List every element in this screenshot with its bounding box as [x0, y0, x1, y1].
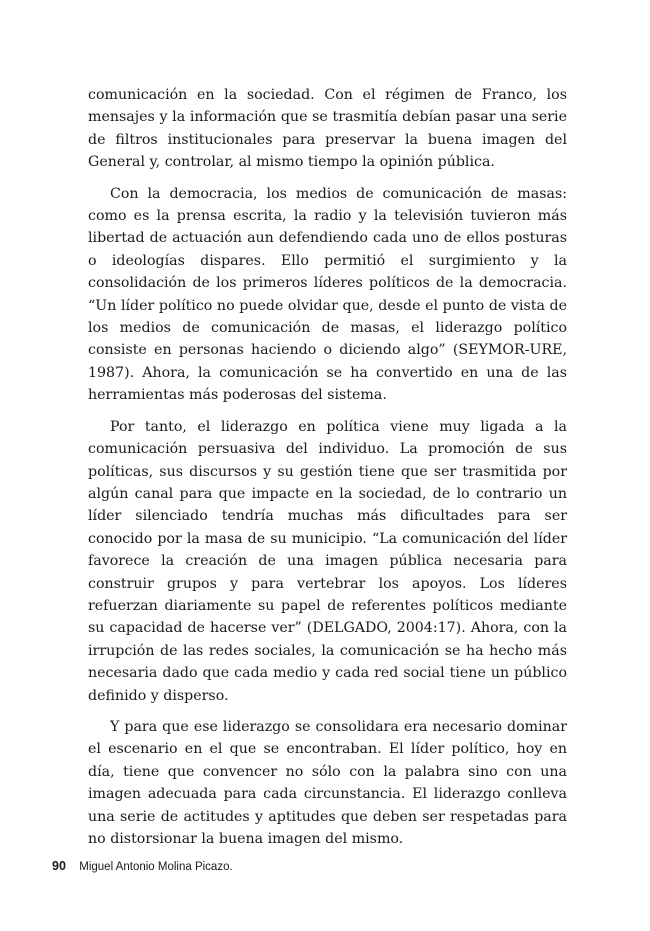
paragraph: comunicación en la sociedad. Con el régimen de Franco, los mensajes y la información que se trasmitía debían pasar una serie de filtros institucionales para preservar la buena imagen del General y, controlar, al mismo tiempo la opinión pública.	[88, 87, 567, 171]
paragraph: Con la democracia, los medios de comunicación de masas: como es la prensa escrita, la radio y la televisión tuvieron más libertad de actuación aun defendiendo cada uno de ellos posturas o ideologías dispares. Ello permitió el surgimiento y la consolidación de los primeros líderes políticos de la democracia. “Un líder político no puede olvidar que, desde el punto de vista de los medios de comunicación de masas, el liderazgo político consiste en personas haciendo o diciendo algo” (SEYMOR-URE, 1987). Ahora, la comunicación se ha convertido en una de las herramientas más poderosas del sistema.	[88, 185, 567, 404]
page-number: 90	[52, 859, 66, 873]
paragraph: Y para que ese liderazgo se consolidara era necesario dominar el escenario en el que se encontraban. El líder político, hoy en día, tiene que convencer no sólo con la palabra sino con una imagen adecuada para cada circunstancia. El liderazgo conlleva una serie de actitudes y aptitudes que deben ser respetadas para no distorsionar la buena imagen del mismo.	[88, 718, 567, 847]
author-name: Miguel Antonio Molina Picazo.	[79, 861, 233, 873]
body-text	[88, 84, 567, 859]
page-footer	[52, 859, 233, 873]
paragraph: Por tanto, el liderazgo en política viene muy ligada a la comunicación persuasiva del individuo. La promoción de sus políticas, sus discursos y su gestión tiene que ser trasmitida por algún canal para que impacte en la sociedad, de lo contrario un líder silenciado tendría muchas más dificultades para ser conocido por la masa de su municipio. “La comunicación del líder favorece la creación de una imagen pública necesaria para construir grupos y para vertebrar los apoyos. Los líderes refuerzan diariamente su papel de referentes políticos mediante su capacidad de hacerse ver” (DELGADO, 2004:17). Ahora, con la irrupción de las redes sociales, la comunicación se ha hecho más necesaria dado que cada medio y cada red social tiene un público definido y disperso.	[88, 418, 567, 704]
